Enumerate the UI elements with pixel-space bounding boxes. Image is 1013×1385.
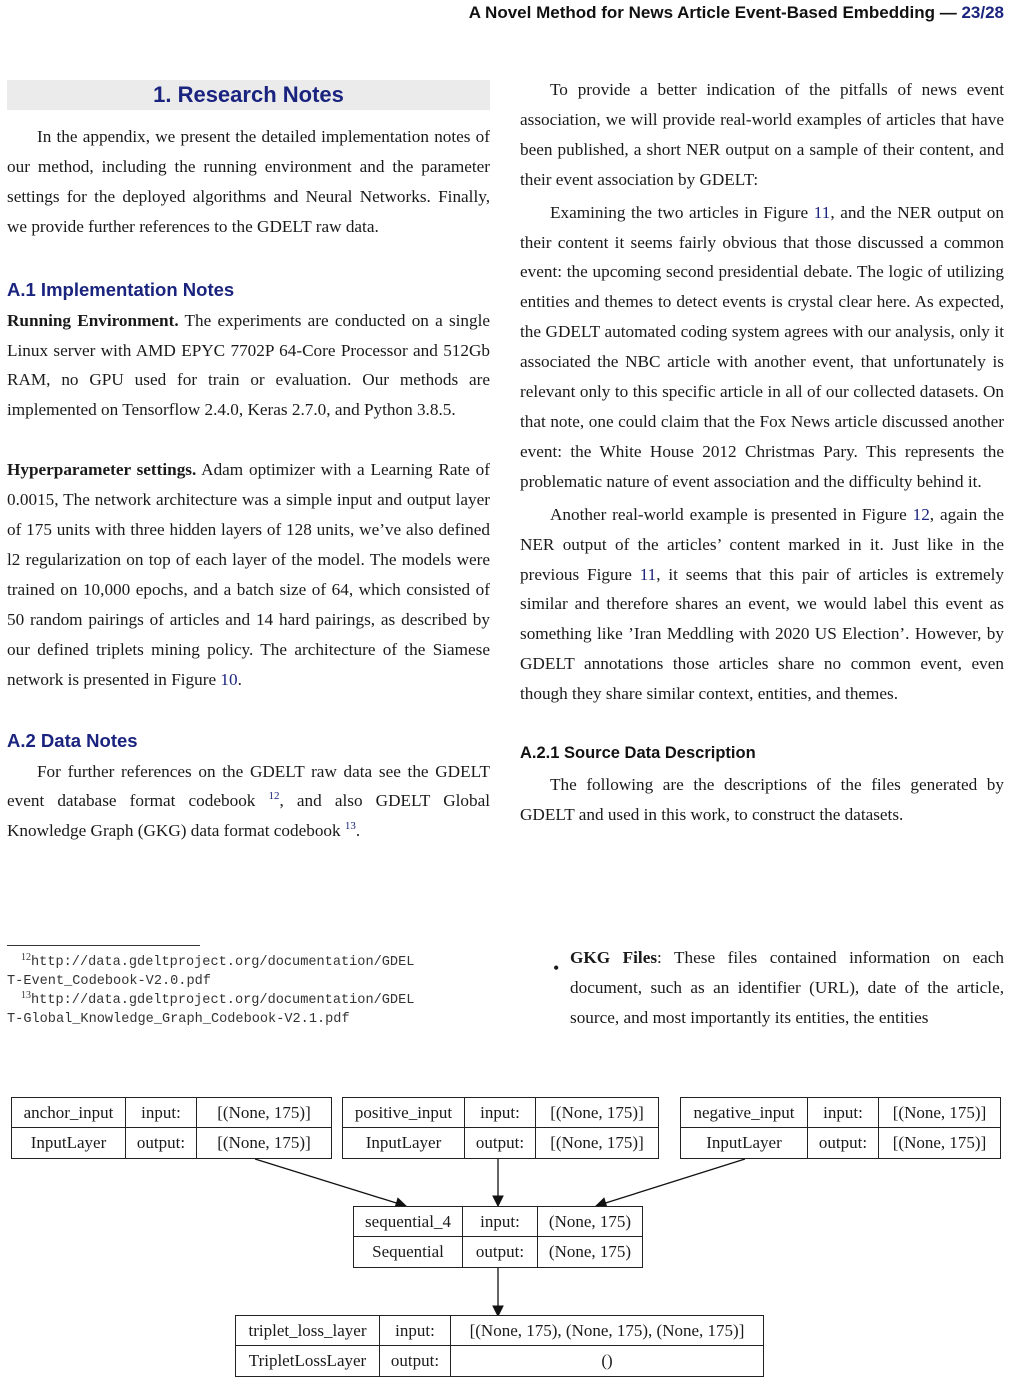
p3-text-c: , it seems that this pair of articles is extremely similar and therefore shares an event, we would label this event as something like ’Iran Meddling with 2020 US Election’. However, by GDELT annotations those articles share no common event, even though they share similar context, entities, and themes. — [520, 564, 1004, 704]
negative-input-out-label: output: — [808, 1128, 879, 1158]
figure-11-paragraph — [520, 198, 1004, 497]
figure-10-link[interactable]: 10 — [220, 669, 238, 689]
p3-text-a: Another real-world example is presented in Figure — [550, 504, 913, 524]
data-notes-text-3: . — [355, 821, 361, 841]
anchor-input-node — [11, 1097, 332, 1159]
hyperparam-end: . — [237, 669, 242, 689]
page-number: 23/28 — [961, 3, 1004, 22]
sequential-name: sequential_4 — [354, 1207, 463, 1237]
positive-input-name: positive_input — [343, 1098, 465, 1128]
figure-12-paragraph — [520, 500, 1004, 709]
footnote-rule — [7, 945, 200, 946]
gkg-files-label: GKG Files — [570, 948, 658, 967]
positive-input-in-label: input: — [465, 1098, 536, 1128]
triplet-loss-name: triplet_loss_layer — [236, 1316, 380, 1346]
hyperparam-text: Adam optimizer with a Learning Rate of 0.0015, The network architecture was a simple input and output layer of 175 units with three hidden layers of 128 units, we’ve also defined l2 regularization on top of each layer of the model. The models were trained on 10,000 epochs, and a batch size of 64, which consisted of 50 random pairings of articles and 14 hard pairings, as described by our defined triplets mining policy. The architecture of the Siamese network is presented in Figure — [7, 460, 491, 689]
negative-input-in-value: [(None, 175)] — [879, 1098, 1000, 1128]
positive-input-out-label: output: — [465, 1128, 536, 1158]
triplet-loss-out-value: () — [601, 1351, 613, 1370]
data-notes-text-1: For further references on the GDELT raw data see the GDELT event database format codebook — [7, 761, 490, 811]
anchor-input-in-value: [(None, 175)] — [197, 1098, 331, 1128]
footnote-13-url-1[interactable]: http://data.gdeltproject.org/documentation/GDEL — [31, 993, 415, 1008]
positive-input-type: InputLayer — [343, 1128, 465, 1158]
anchor-input-name: anchor_input — [12, 1098, 126, 1128]
negative-input-type: InputLayer — [681, 1128, 808, 1158]
negative-input-node — [680, 1097, 1001, 1159]
footnote-13-num: 13 — [21, 990, 31, 1001]
intro-paragraph: In the appendix, we present the detailed implementation notes of our method, including the running environment and the parameter settings for the deployed algorithms and Neural Networks. Finally, we provide further references to the GDELT raw data. — [7, 127, 490, 236]
p3-text-b: , again the NER output of the articles’ content marked in it. Just like in the previous Figure — [520, 504, 1005, 584]
sequential-out-value: (None, 175) — [548, 1242, 632, 1261]
left-column — [7, 80, 490, 846]
running-env-label: Running Environment. — [7, 310, 179, 330]
footnote-13-url-2[interactable]: T-Global_Knowledge_Graph_Codebook-V2.1.pdf — [7, 1012, 350, 1027]
anchor-input-in-label: input: — [126, 1098, 197, 1128]
sequential-node — [353, 1206, 643, 1268]
positive-input-in-value: [(None, 175)] — [536, 1098, 658, 1128]
data-notes-text-2: , and also GDELT Global Knowledge Graph (GKG) data format codebook — [7, 791, 490, 841]
negative-input-name: negative_input — [681, 1098, 808, 1128]
footnote-12-url-1[interactable]: http://data.gdeltproject.org/documentation/GDEL — [31, 955, 415, 970]
anchor-input-type: InputLayer — [12, 1128, 126, 1158]
sequential-out-label: output: — [463, 1237, 538, 1267]
section-title: 1. Research Notes — [7, 80, 490, 110]
gkg-files-text: : These files contained information on each document, such as an identifier (URL), date of the article, source, and most importantly its entities, the entities — [570, 948, 1005, 1027]
footnote-12-url-2[interactable]: T-Event_Codebook-V2.0.pdf — [7, 974, 211, 989]
triplet-loss-in-value: [(None, 175), (None, 175), (None, 175)] — [451, 1316, 763, 1346]
triplet-loss-type: TripletLossLayer — [236, 1346, 380, 1376]
figure-11-link-2[interactable]: 11 — [639, 564, 657, 584]
anchor-input-out-label: output: — [126, 1128, 197, 1158]
running-env-paragraph — [7, 306, 490, 426]
p2-text-a: Examining the two articles in Figure — [550, 202, 814, 222]
running-env-text: The experiments are conducted on a single Linux server with AMD EPYC 7702P 64-Core Processor and 512Gb RAM, no GPU used for train or evaluation. Our methods are implemented on Tensorflow 2.4.0, Keras 2.7.0, and Python 3.8.5. — [7, 310, 490, 420]
positive-input-out-value: [(None, 175)] — [550, 1133, 644, 1152]
a1-heading: A.1 Implementation Notes — [7, 278, 235, 300]
pitfalls-paragraph: To provide a better indication of the pitfalls of news event association, we will provide real-world examples of articles that have been published, a short NER output on a sample of their content, and their event association by GDELT: — [520, 80, 1004, 189]
arrow-negative-to-sequential — [596, 1159, 745, 1206]
footnote-12 — [7, 953, 497, 991]
positive-input-node — [342, 1097, 659, 1159]
figure-11-link[interactable]: 11 — [813, 202, 831, 222]
figure-12-link[interactable]: 12 — [912, 504, 930, 524]
running-head-title: A Novel Method for News Article Event-Based Embedding — — [468, 3, 962, 22]
bullet-mark: • — [553, 958, 560, 978]
data-notes-paragraph — [7, 757, 490, 847]
running-head — [469, 3, 1004, 23]
hyperparam-paragraph — [7, 455, 490, 694]
footnote-12-ref[interactable]: 12 — [268, 790, 280, 803]
negative-input-in-label: input: — [808, 1098, 879, 1128]
gkg-files-item — [570, 943, 1004, 1033]
p2-text-b: , and the NER output on their content it seems fairly obvious that those discussed a common event: the upcoming second presidential debate. The logic of utilizing entities and themes to detect events is crystal clear here. As expected, the GDELT automated coding system agrees with our analysis, only it associated the NBC article with another event, that unfortunately is relevant only to this specific article in all of our collected datasets. On that note, one could claim that the Fox News article discussed another event: the White House 2012 Christmas Pary. This represents the problematic nature of event association and the difficulty behind it. — [520, 202, 1004, 491]
sequential-in-label: input: — [463, 1207, 538, 1237]
hyperparam-label: Hyperparameter settings. — [7, 460, 197, 480]
a2-heading: A.2 Data Notes — [7, 729, 138, 751]
sequential-type: Sequential — [354, 1237, 463, 1267]
footnote-12-num: 12 — [21, 952, 31, 963]
arrow-anchor-to-sequential — [255, 1159, 406, 1206]
sequential-in-value: (None, 175) — [538, 1207, 642, 1237]
triplet-loss-node — [235, 1315, 764, 1377]
right-column — [520, 75, 1004, 830]
negative-input-out-value: [(None, 175)] — [892, 1133, 987, 1152]
a21-heading: A.2.1 Source Data Description — [520, 744, 756, 763]
footnote-13-ref[interactable]: 13 — [344, 820, 356, 833]
triplet-loss-out-label: output: — [380, 1346, 451, 1376]
triplet-loss-in-label: input: — [380, 1316, 451, 1346]
footnote-13 — [7, 991, 497, 1029]
anchor-input-out-value: [(None, 175)] — [217, 1133, 311, 1152]
source-data-paragraph: The following are the descriptions of the files generated by GDELT and used in this work, to construct the datasets. — [520, 775, 1004, 824]
